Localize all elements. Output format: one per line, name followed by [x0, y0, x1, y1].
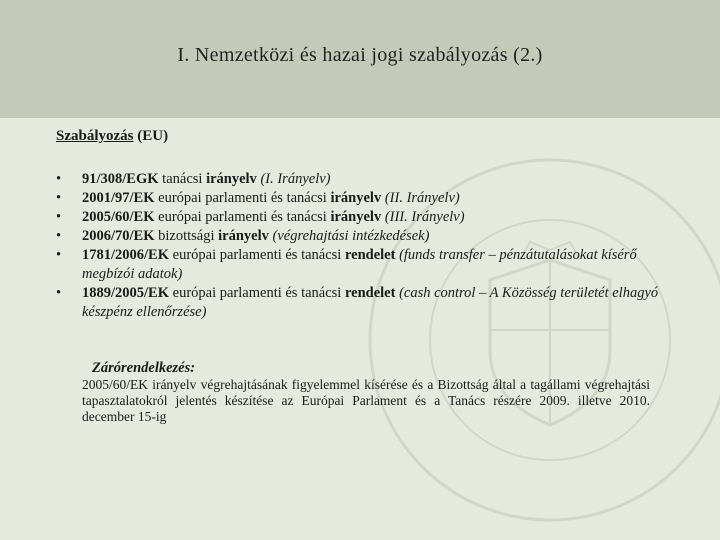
regulation-type: irányelv — [330, 209, 382, 225]
regulation-list — [56, 170, 666, 322]
section-heading-underlined: Szabályozás — [56, 128, 134, 144]
regulation-ref: 1889/2005/EK — [82, 285, 170, 301]
regulation-note: (I. Irányelv) — [260, 171, 331, 187]
closing-heading: Zárórendelkezés: — [92, 360, 196, 376]
list-item: • 1781/2006/EK európai parlamenti és tanácsi rendelet (funds transfer – pénzátutalásokat kísérő megbízói adatok) — [56, 247, 637, 282]
closing-text: 2005/60/EK irányelv végrehajtásának figyelemmel kísérése és a Bizottság által a tagállami végrehajtási tapasztalatokról jelentés készítése az Európai Parlament és a Tanács részére 2009. illetve 2010. december 15-ig — [82, 377, 650, 424]
regulation-type: rendelet — [344, 285, 396, 301]
list-item: • 1889/2005/EK európai parlamenti és tanácsi rendelet (cash control – A Közösség területét elhagyó készpénz ellenőrzése) — [56, 285, 659, 320]
list-item: • 2005/60/EK európai parlamenti és tanácsi irányelv (III. Irányelv) — [56, 209, 465, 225]
regulation-type: rendelet — [344, 247, 396, 263]
regulation-note: (II. Irányelv) — [384, 190, 460, 206]
list-item: • 2006/70/EK bizottsági irányelv (végrehajtási intézkedések) — [56, 228, 430, 244]
section-heading-suffix: (EU) — [133, 128, 169, 144]
regulation-note: (III. Irányelv) — [384, 209, 465, 225]
list-item: • 91/308/EGK tanácsi irányelv (I. Irányelv) — [56, 171, 331, 187]
regulation-ref: 2005/60/EK — [82, 209, 155, 225]
regulation-ref: 91/308/EGK — [82, 171, 159, 187]
regulation-ref: 2001/97/EK — [82, 190, 155, 206]
section-heading — [56, 128, 168, 145]
regulation-type: irányelv — [330, 190, 382, 206]
list-item: • 2001/97/EK európai parlamenti és tanácsi irányelv (II. Irányelv) — [56, 190, 460, 206]
regulation-ref: 1781/2006/EK — [82, 247, 170, 263]
slide-title: I. Nemzetközi és hazai jogi szabályozás (2.) — [177, 44, 543, 66]
regulation-ref: 2006/70/EK — [82, 228, 155, 244]
regulation-type: irányelv — [218, 228, 269, 244]
regulation-note: (funds transfer – pénzátutalásokat kísérő megbízói adatok) — [82, 247, 637, 282]
regulation-type: irányelv — [206, 171, 257, 187]
regulation-note: (végrehajtási intézkedések) — [272, 228, 430, 244]
regulation-note: (cash control – A Közösség területét elhagyó készpénz ellenőrzése) — [82, 285, 659, 320]
